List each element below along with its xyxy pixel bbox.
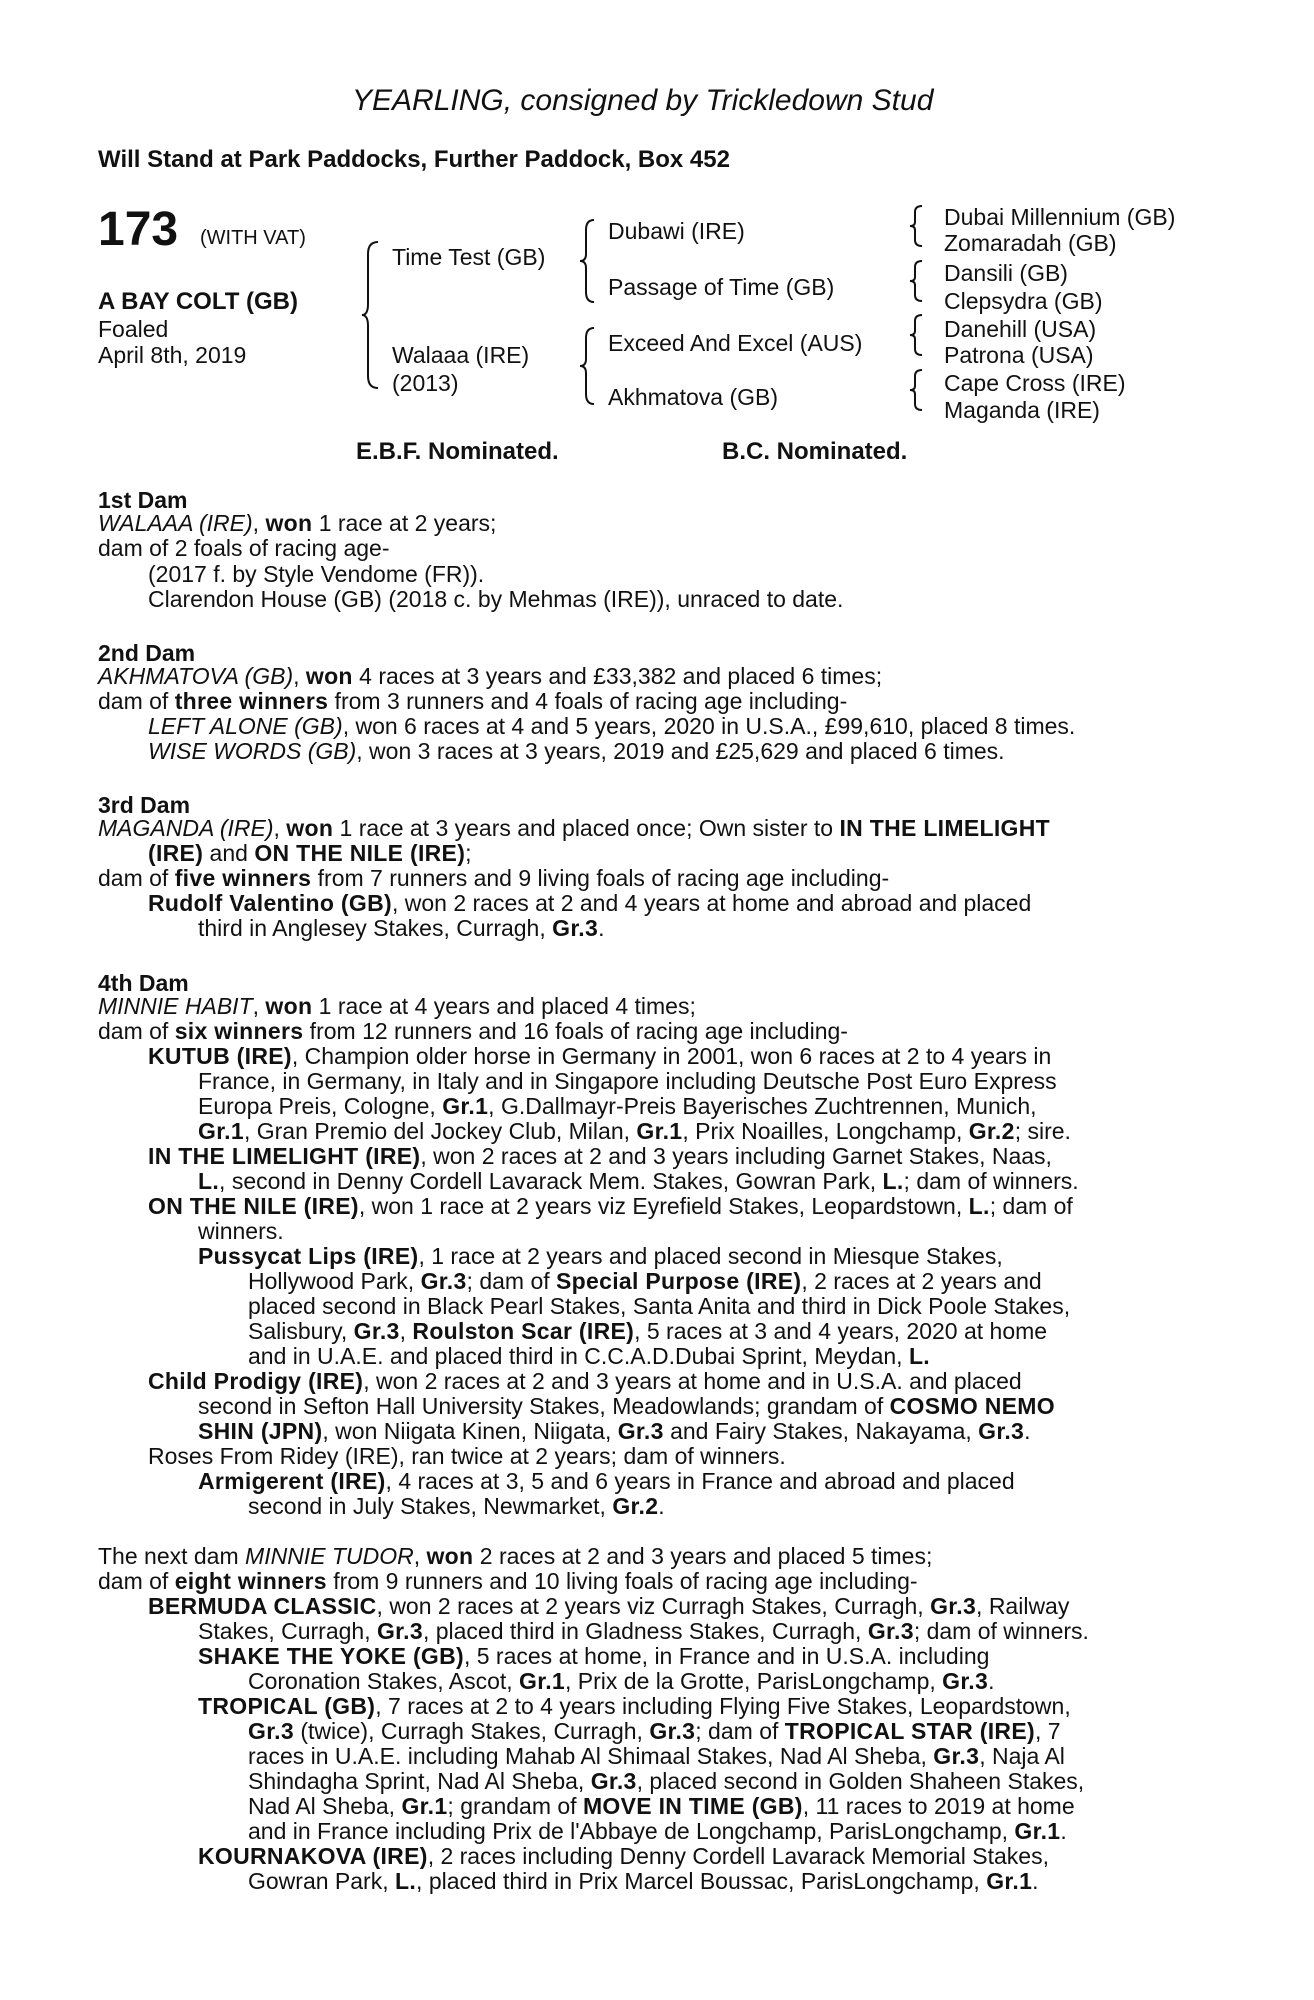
produce-line: BERMUDA CLASSIC, won 2 races at 2 years viz Curragh Stakes, Curragh, Gr.3, Railway xyxy=(148,1593,1070,1619)
produce-line: Clarendon House (GB) (2018 c. by Mehmas (IRE)), unraced to date. xyxy=(148,586,844,612)
produce-line: second in Sefton Hall University Stakes, Meadowlands; grandam of COSMO NEMO xyxy=(198,1393,1055,1419)
pedigree-g3: Clepsydra (GB) xyxy=(944,288,1103,314)
produce-line: Shindagha Sprint, Nad Al Sheba, Gr.3, placed second in Golden Shaheen Stakes, xyxy=(248,1768,1085,1794)
pedigree-brace-g3-1 xyxy=(910,204,924,248)
pedigree-g3: Zomaradah (GB) xyxy=(944,230,1117,256)
dam-line: dam of eight winners from 9 runners and 10 living foals of racing age including- xyxy=(98,1568,918,1594)
pedigree-g3: Maganda (IRE) xyxy=(944,397,1100,423)
produce-line: (2017 f. by Style Vendome (FR)). xyxy=(148,561,485,587)
lot-number: 173 xyxy=(98,203,179,256)
pedigree-sire-sire: Dubawi (IRE) xyxy=(608,218,745,244)
produce-line: and in France including Prix de l'Abbaye de Longchamp, ParisLongchamp, Gr.1. xyxy=(248,1818,1067,1844)
section-heading: 4th Dam xyxy=(98,970,189,996)
produce-line: Salisbury, Gr.3, Roulston Scar (IRE), 5 races at 3 and 4 years, 2020 at home xyxy=(248,1318,1048,1344)
produce-line: France, in Germany, in Italy and in Singapore including Deutsche Post Euro Express xyxy=(198,1068,1057,1094)
produce-line: Stakes, Curragh, Gr.3, placed third in Gladness Stakes, Curragh, Gr.3; dam of winners. xyxy=(198,1618,1089,1644)
produce-line: KOURNAKOVA (IRE), 2 races including Denny Cordell Lavarack Memorial Stakes, xyxy=(198,1843,1049,1869)
dam-line: dam of three winners from 3 runners and 4 foals of racing age including- xyxy=(98,688,848,714)
dam-line: dam of six winners from 12 runners and 16 foals of racing age including- xyxy=(98,1018,848,1044)
pedigree-g3: Dansili (GB) xyxy=(944,260,1068,286)
dam-line: dam of five winners from 7 runners and 9 living foals of racing age including- xyxy=(98,865,890,891)
pedigree-brace-main xyxy=(362,240,380,390)
ebf-nomination: E.B.F. Nominated. xyxy=(356,438,559,465)
produce-line: L., second in Denny Cordell Lavarack Mem. Stakes, Gowran Park, L.; dam of winners. xyxy=(198,1168,1079,1194)
produce-line: Pussycat Lips (IRE), 1 race at 2 years and placed second in Miesque Stakes, xyxy=(198,1243,1003,1269)
pedigree-dam-year: (2013) xyxy=(392,370,459,396)
produce-line: Nad Al Sheba, Gr.1; grandam of MOVE IN TIME (GB), 11 races to 2019 at home xyxy=(248,1793,1075,1819)
stand-location: Will Stand at Park Paddocks, Further Paddock, Box 452 xyxy=(98,146,730,173)
section-heading: 1st Dam xyxy=(98,487,188,513)
pedigree-brace-dam xyxy=(580,326,596,406)
section-heading: 2nd Dam xyxy=(98,640,196,666)
produce-line: Roses From Ridey (IRE), ran twice at 2 years; dam of winners. xyxy=(148,1443,786,1469)
pedigree-sire: Time Test (GB) xyxy=(392,244,546,270)
lot-description: A BAY COLT (GB) xyxy=(98,288,299,315)
produce-line: and in U.A.E. and placed third in C.C.A.D.Dubai Sprint, Meydan, L. xyxy=(248,1343,930,1369)
dam-line: MINNIE HABIT, won 1 race at 4 years and placed 4 times; xyxy=(98,993,696,1019)
produce-line: LEFT ALONE (GB), won 6 races at 4 and 5 years, 2020 in U.S.A., £99,610, placed 8 times. xyxy=(148,713,1076,739)
section-heading: 3rd Dam xyxy=(98,792,191,818)
dam-line: MAGANDA (IRE), won 1 race at 3 years and placed once; Own sister to IN THE LIMELIGHT xyxy=(98,815,1050,841)
pedigree-g3: Patrona (USA) xyxy=(944,342,1094,368)
produce-line: Gr.1, Gran Premio del Jockey Club, Milan, Gr.1, Prix Noailles, Longchamp, Gr.2; sire. xyxy=(198,1118,1071,1144)
produce-line: Armigerent (IRE), 4 races at 3, 5 and 6 years in France and abroad and placed xyxy=(198,1468,1015,1494)
pedigree-brace-g3-3 xyxy=(910,313,924,357)
pedigree-dam-sire: Exceed And Excel (AUS) xyxy=(608,330,863,356)
foaled-date: April 8th, 2019 xyxy=(98,342,247,368)
produce-line: placed second in Black Pearl Stakes, Santa Anita and third in Dick Poole Stakes, xyxy=(248,1293,1071,1319)
foaled-label: Foaled xyxy=(98,316,169,342)
pedigree-g3: Cape Cross (IRE) xyxy=(944,370,1126,396)
produce-line: TROPICAL (GB), 7 races at 2 to 4 years including Flying Five Stakes, Leopardstown, xyxy=(198,1693,1071,1719)
produce-line: KUTUB (IRE), Champion older horse in Germany in 2001, won 6 races at 2 to 4 years in xyxy=(148,1043,1052,1069)
pedigree-brace-sire xyxy=(580,218,596,304)
pedigree-g3: Danehill (USA) xyxy=(944,316,1097,342)
pedigree-sire-dam: Passage of Time (GB) xyxy=(608,274,835,300)
dam-line: dam of 2 foals of racing age- xyxy=(98,535,390,561)
produce-line: WISE WORDS (GB), won 3 races at 3 years, 2019 and £25,629 and placed 6 times. xyxy=(148,738,1005,764)
produce-line: Hollywood Park, Gr.3; dam of Special Purpose (IRE), 2 races at 2 years and xyxy=(248,1268,1042,1294)
produce-line: SHIN (JPN), won Niigata Kinen, Niigata, Gr.3 and Fairy Stakes, Nakayama, Gr.3. xyxy=(198,1418,1031,1444)
produce-line: Europa Preis, Cologne, Gr.1, G.Dallmayr-Preis Bayerisches Zuchtrennen, Munich, xyxy=(198,1093,1037,1119)
dam-line: AKHMATOVA (GB), won 4 races at 3 years and £33,382 and placed 6 times; xyxy=(98,663,883,689)
produce-line: Gowran Park, L., placed third in Prix Marcel Boussac, ParisLongchamp, Gr.1. xyxy=(248,1868,1039,1894)
pedigree-brace-g3-4 xyxy=(910,368,924,412)
page-title: YEARLING, consigned by Trickledown Stud xyxy=(352,84,934,117)
produce-line: Coronation Stakes, Ascot, Gr.1, Prix de la Grotte, ParisLongchamp, Gr.3. xyxy=(248,1668,995,1694)
pedigree-brace-g3-2 xyxy=(910,259,924,303)
pedigree-g3: Dubai Millennium (GB) xyxy=(944,204,1176,230)
produce-line: Rudolf Valentino (GB), won 2 races at 2 and 4 years at home and abroad and placed xyxy=(148,890,1032,916)
produce-line: Gr.3 (twice), Curragh Stakes, Curragh, Gr.3; dam of TROPICAL STAR (IRE), 7 xyxy=(248,1718,1061,1744)
produce-line: IN THE LIMELIGHT (IRE), won 2 races at 2 and 3 years including Garnet Stakes, Naas, xyxy=(148,1143,1052,1169)
pedigree-dam-dam: Akhmatova (GB) xyxy=(608,384,778,410)
produce-line: Child Prodigy (IRE), won 2 races at 2 and 3 years at home and in U.S.A. and placed xyxy=(148,1368,1022,1394)
vat-note: (WITH VAT) xyxy=(200,227,306,249)
produce-line: SHAKE THE YOKE (GB), 5 races at home, in France and in U.S.A. including xyxy=(198,1643,990,1669)
produce-line: races in U.A.E. including Mahab Al Shimaal Stakes, Nad Al Sheba, Gr.3, Naja Al xyxy=(248,1743,1065,1769)
produce-line: ON THE NILE (IRE), won 1 race at 2 years viz Eyrefield Stakes, Leopardstown, L.; dam of xyxy=(148,1193,1073,1219)
bc-nomination: B.C. Nominated. xyxy=(722,438,908,465)
dam-line: The next dam MINNIE TUDOR, won 2 races at 2 and 3 years and placed 5 times; xyxy=(98,1543,933,1569)
dam-line: (IRE) and ON THE NILE (IRE); xyxy=(148,840,472,866)
pedigree-dam: Walaaa (IRE) xyxy=(392,342,530,368)
produce-line: winners. xyxy=(198,1218,284,1244)
dam-line: WALAAA (IRE), won 1 race at 2 years; xyxy=(98,510,497,536)
produce-line: third in Anglesey Stakes, Curragh, Gr.3. xyxy=(198,915,605,941)
produce-line: second in July Stakes, Newmarket, Gr.2. xyxy=(248,1493,665,1519)
